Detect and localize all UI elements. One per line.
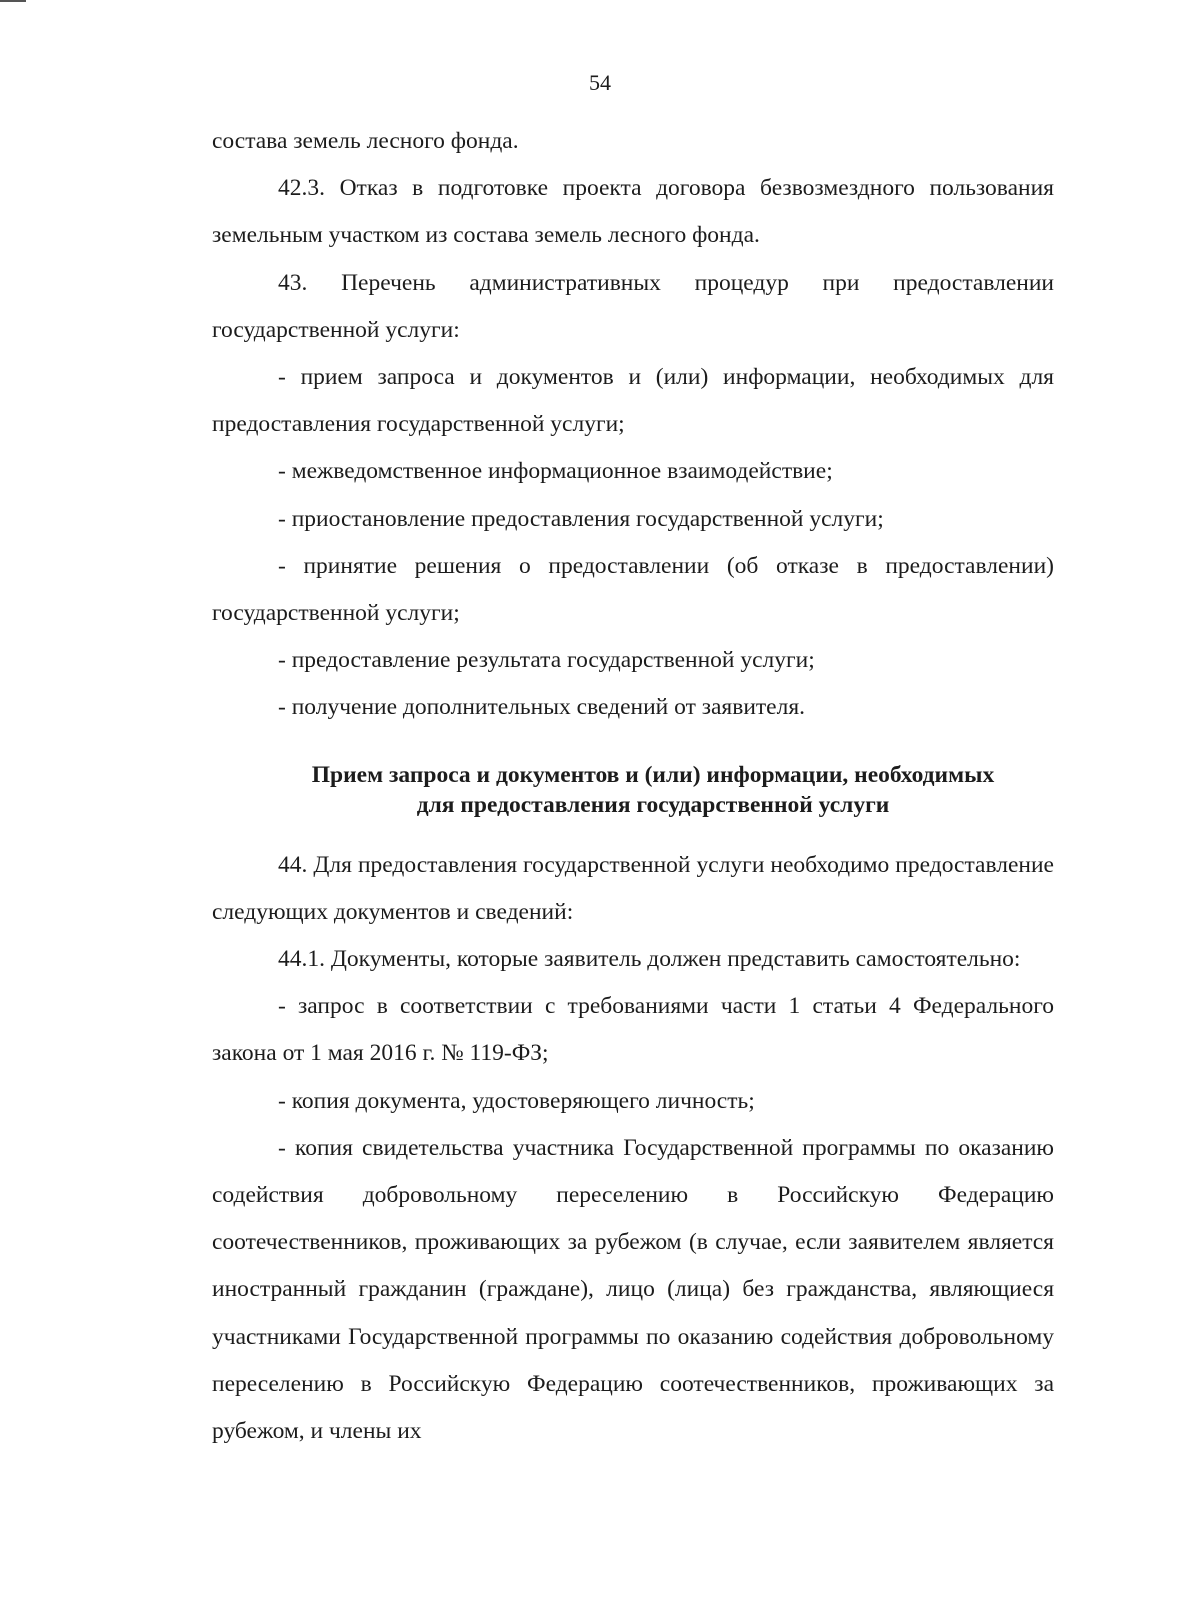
paragraph-42-3: 42.3. Отказ в подготовке проекта договора безвозмездного пользования земельным участком из состава земель лесного фонда.	[212, 175, 1054, 249]
list-item: - принятие решения о предоставлении (об отказе в предоставлении) государственной услуги;	[212, 552, 1054, 627]
scan-edge-mark	[0, 0, 26, 2]
paragraph-continuation: состава земель лесного фонда.	[212, 128, 519, 154]
list-item: - межведомственное информационное взаимодействие;	[278, 458, 833, 485]
list-item: - предоставление результата государственной услуги;	[278, 647, 815, 674]
list-item: - получение дополнительных сведений от заявителя.	[278, 694, 806, 721]
section-heading-line-2: для предоставления государственной услуги	[416, 791, 890, 818]
paragraph-44-1: 44.1. Документы, которые заявитель должен представить самостоятельно:	[278, 946, 1021, 973]
document-body	[212, 118, 1054, 1455]
list-item: - запрос в соответствии с требованиями части 1 статьи 4 Федерального закона от 1 мая 2016 г. № 119-ФЗ;	[212, 993, 1054, 1067]
list-item: - копия документа, удостоверяющего личность;	[278, 1087, 755, 1114]
list-item: - приостановление предоставления государственной услуги;	[278, 505, 884, 532]
paragraph-44: 44. Для предоставления государственной услуги необходимо предоставление следующих документов и сведений:	[212, 851, 1054, 925]
list-item: - копия свидетельства участника Государственной программы по оказанию содействия добровольному переселению в Российскую Федерацию соотечественников, проживающих за рубежом (в случае, если заявителем является иностранный гражданин (граждане), лицо (лица) без гражданства, являющиеся участниками Государственной программы по оказанию содействия добровольному переселению в Российскую Федерацию соотечественников, проживающих за рубежом, и члены их	[212, 1134, 1054, 1445]
page-number: 54	[589, 70, 611, 95]
section-heading	[212, 760, 1054, 820]
section-heading-line-1: Прием запроса и документов и (или) информации, необходимых	[311, 761, 995, 788]
paragraph-43: 43. Перечень административных процедур при предоставлении государственной услуги:	[212, 269, 1054, 343]
list-item: - прием запроса и документов и (или) информации, необходимых для предоставления государственной услуги;	[212, 364, 1054, 438]
